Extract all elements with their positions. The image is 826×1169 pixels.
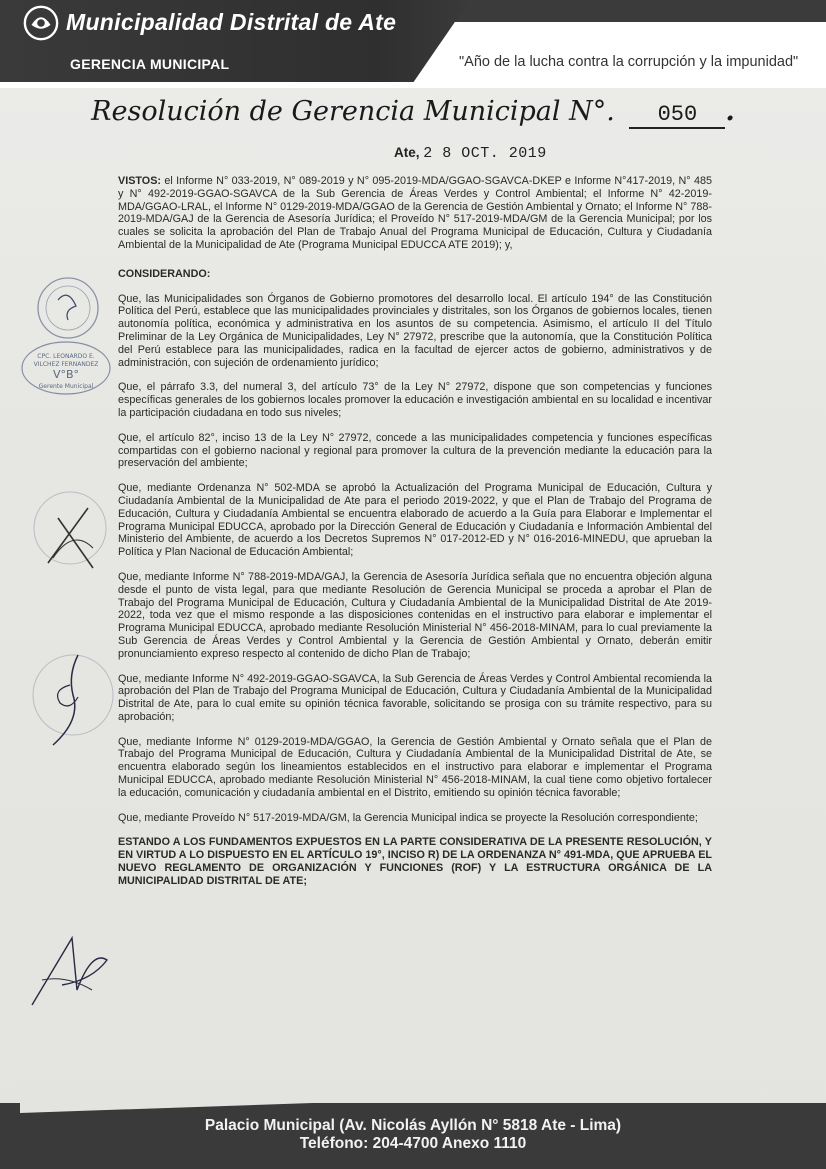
resolution-date	[394, 145, 547, 162]
vistos-label: VISTOS:	[118, 175, 161, 187]
letterhead-footer	[0, 1083, 826, 1169]
considerando-paragraph: Que, el artículo 82°, inciso 13 de la Ley N° 27972, concede a las municipalidades competencia y funciones específicas compartidas con el gobierno nacional y regional para promover la cultura de la prevención mediante la educación para la preservación del ambiente;	[118, 431, 712, 470]
considerando-paragraph: Que, mediante Proveído N° 517-2019-MDA/GM, la Gerencia Municipal indica se proyecte la Resolución correspondiente;	[118, 811, 698, 824]
considerando-paragraph: Que, mediante Informe N° 0129-2019-MDA/GGAO, la Gerencia de Gestión Ambiental y Ornato señala que el Plan de Trabajo del Programa Municipal de Educación, Cultura y Ciudadanía Ambiental de la Municipalidad Distrital de Ate, se encuentra elaborado según los lineamientos establecidos en el instructivo para elaborar e implementar el Programa Municipal EDUCCA, aprobado mediante Resolución Ministerial N° 456-2018-MINAM, la cual tiene como objetivo fortalecer la educación, comunicación y ciudadanía ambiental en el Distrito, emitiendo su opinión técnica favorable;	[118, 735, 712, 799]
considerando-paragraph: Que, las Municipalidades son Órganos de Gobierno promotores del desarrollo local. El artículo 194° de las Constitución Política del Perú, establece que las municipalidades provinciales y distritales, son los Órganos de gobiernos locales, tienen autonomía política, económica y administrativa en los asuntos de su competencia. Asimismo, el artículo II del Título Preliminar de la Ley Orgánica de Municipalidades, Ley N° 27972, prescribe que la autonomía, que la Constitución Política del Perú establece para las municipalidades, radica en la facultad de ejercer actos de gobierno, administrativos y de administración, con sujeción de ordenamiento jurídico;	[118, 292, 712, 369]
department-name: GERENCIA MUNICIPAL	[70, 56, 230, 72]
approval-stamp	[18, 270, 118, 405]
svg-text:VILCHEZ FERNANDEZ: VILCHEZ FERNANDEZ	[33, 361, 99, 368]
resolution-number-dot: .	[725, 96, 735, 127]
footer-phone: Teléfono: 204-4700 Anexo 1110	[299, 1135, 527, 1152]
resolution-title-text: Resolución de Gerencia Municipal N°.	[91, 96, 615, 127]
year-slogan: "Año de la lucha contra la corrupción y la impunidad"	[459, 54, 799, 70]
signature-stamp	[18, 478, 118, 588]
signature-stamp	[18, 640, 128, 760]
estando-paragraph: ESTANDO A LOS FUNDAMENTOS EXPUESTOS EN LA PARTE CONSIDERATIVA DE LA PRESENTE RESOLUCIÓN, Y EN VIRTUD A LO DISPUESTO EN EL ARTÍCULO 19°, INCISO R) DE LA ORDENANZA N° 491-MDA, QUE APRUEBA EL NUEVO REGLAMENTO DE ORGANIZACIÓN Y FUNCIONES (ROF) Y LA ESTRUCTURA ORGÁNICA DE LA MUNICIPALIDAD DISTRITAL DE ATE;	[118, 836, 712, 887]
considerando-heading: CONSIDERANDO:	[118, 267, 211, 280]
vistos-paragraph	[118, 175, 712, 252]
resolution-number: 050	[629, 102, 725, 129]
date-stamp: 2 8 OCT. 2019	[423, 145, 547, 162]
svg-text:Gerente Municipal: Gerente Municipal	[38, 383, 94, 390]
municipal-crest-icon	[22, 4, 60, 42]
considerando-paragraph: Que, mediante Informe N° 788-2019-MDA/GAJ, la Gerencia de Asesoría Jurídica señala que no encuentra objeción alguna desde el punto de vista legal, para que mediante Resolución de Gerencia Municipal se proceda a aprobar el Plan de Trabajo del Programa Municipal de Educación, Cultura y Ciudadanía Ambiental de la Municipalidad Distrital de Ate 2019-2022, toda vez que el mismo responde a las disposiciones contenidas en el instructivo para elaborar e implementar el Programa Municipal EDUCCA, aprobado mediante Resolución Ministerial N° 456-2018-MINAM, para lo cual previamente la Sub Gerencia de Áreas Verdes y Control Ambiental y la Gerencia de Gestión Ambiental y Ornato, deberán emitir pronunciamiento expreso respecto al contenido de dicho Plan de Trabajo;	[118, 570, 712, 660]
considerando-paragraph: Que, mediante Informe N° 492-2019-GGAO-SGAVCA, la Sub Gerencia de Áreas Verdes y Control Ambiental recomienda la aprobación del Plan de Trabajo del Programa Municipal de Educación, Cultura y Ciudadanía Ambiental de la Municipalidad Distrital de Ate, para lo cual emite su opinión técnica favorable, solicitando se prosiga con su trámite respectivo, para su aprobación;	[118, 672, 712, 723]
resolution-body	[118, 175, 712, 900]
municipality-name: Municipalidad Distrital de Ate	[66, 9, 397, 35]
vistos-text: el Informe N° 033-2019, N° 089-2019 y N° 095-2019-MDA/GGAO-SGAVCA-DKEP e Informe N°417-2019, N° 485 y N° 492-2019-GGAO-SGAVCA de la Sub Gerencia de Áreas Verdes y Control Ambiental; el Informe N° 42-2019-MDA/GGAO-LRAL, el Informe N° 0129-2019-MDA/GGAO de la Gerencia de Gestión Ambiental y Ornato; el Informe N° 788-2019-MDA/GAJ de la Gerencia de Asesoría Jurídica; el Proveído N° 517-2019-MDA/GM de la Gerencia Municipal; por los cuales se solicita la aprobación del Plan de Trabajo Anual del Programa Municipal de Educación, Cultura y Ciudadanía Ambiental de la Municipalidad de Ate (Programa Municipal EDUCCA ATE 2019); y,	[118, 175, 712, 251]
svg-text:V°B°: V°B°	[52, 368, 80, 381]
resolution-title	[0, 96, 826, 129]
date-place: Ate,	[394, 145, 420, 160]
svg-text:CPC. LEONARDO E.: CPC. LEONARDO E.	[37, 353, 95, 360]
letterhead	[0, 0, 826, 88]
footer-address: Palacio Municipal (Av. Nicolás Ayllón N° 5818 Ate - Lima)	[204, 1117, 622, 1134]
handwritten-signature	[22, 930, 117, 1015]
considerando-paragraph: Que, el párrafo 3.3, del numeral 3, del artículo 73° de la Ley N° 27972, dispone que son competencias y funciones específicas generales de los gobiernos locales promover la educación e investigación ambiental en su localidad e incentivar la participación ciudadana en todo sus niveles;	[118, 381, 712, 419]
considerando-paragraph: Que, mediante Ordenanza N° 502-MDA se aprobó la Actualización del Programa Municipal de Educación, Cultura y Ciudadanía Ambiental de la Municipalidad de Ate para el periodo 2019-2022, y que el Plan de Trabajo del Programa de Educación, Cultura y Ciudadanía Ambiental se encuentra elaborado de acuerdo a la Guía para Elaborar e Implementar el Programa Municipal EDUCCA, aprobado por la Dirección General de Educación y Ciudadanía e Información Ambiental del Ministerio del Ambiente, de acuerdo a los Decretos Supremos N° 017-2012-ED y N° 016-2016-MINEDU, que aprueban la Política y Plan Nacional de Educación Ambiental;	[118, 482, 712, 559]
